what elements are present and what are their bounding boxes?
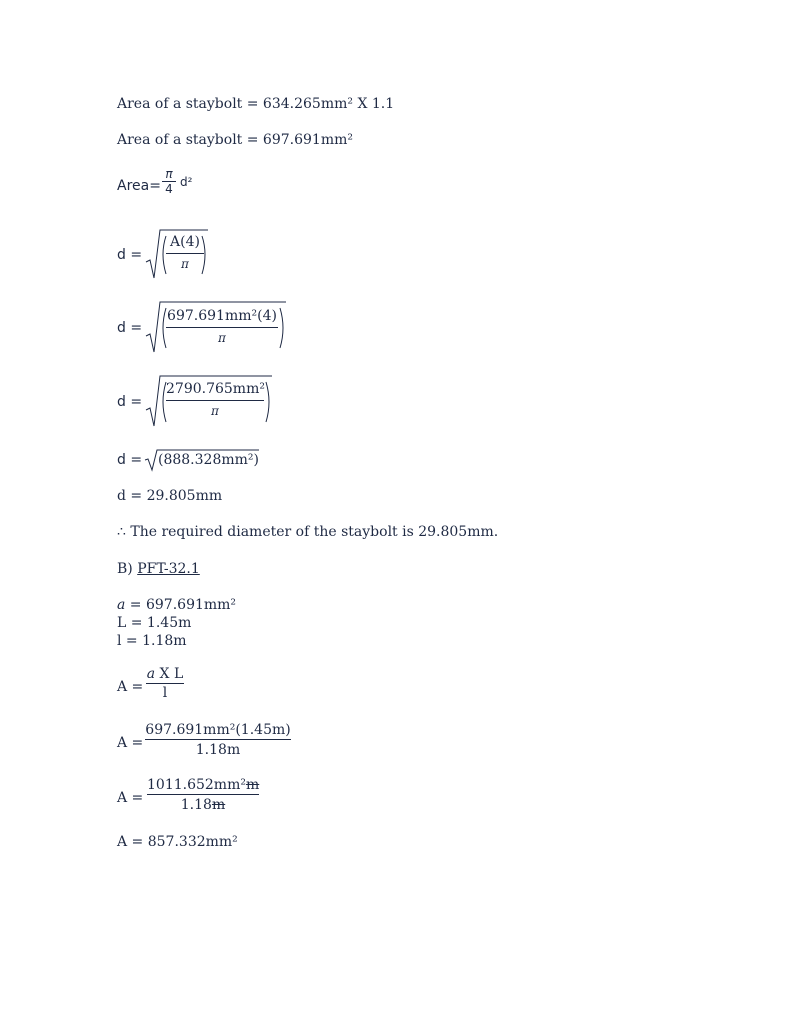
var-a-value: = 697.691mm² <box>125 597 237 613</box>
area-factor-line: Area of a staybolt = 634.265mm² X 1.1 <box>117 96 395 112</box>
d2-denominator: π <box>218 331 226 345</box>
d2-numerator: 697.691mm²(4) <box>167 308 277 324</box>
section-b-prefix: B) <box>117 561 138 577</box>
A3-denominator <box>147 797 259 813</box>
area-formula-fraction <box>162 167 176 196</box>
A1-denominator: l <box>162 685 168 701</box>
d-equals-2: d = <box>117 320 143 336</box>
A2-numerator: 697.691mm²(1.45m) <box>145 722 291 738</box>
area-formula-numerator: π <box>165 167 173 181</box>
A3-numerator-cancelled: m <box>245 777 260 793</box>
A-equals-2: A = <box>117 735 144 751</box>
d3-denominator: π <box>211 404 219 418</box>
A3-denominator-main: 1.18 <box>180 797 212 813</box>
var-a-line <box>117 596 236 614</box>
fraction-bar <box>166 400 264 401</box>
A2-fraction <box>145 722 291 758</box>
d-equals-4: d = <box>117 452 143 468</box>
conclusion-line: ∴ The required diameter of the staybolt is 29.805mm. <box>117 524 499 540</box>
area-formula-denominator: 4 <box>165 182 173 196</box>
var-a-symbol: a <box>117 597 126 613</box>
A2-denominator: 1.18m <box>195 742 241 758</box>
A-final-line: A = 857.332mm² <box>117 834 238 850</box>
A1-fraction <box>146 666 184 701</box>
A3-denominator-cancelled: m <box>211 797 226 813</box>
A3-numerator-main: 1011.652mm² <box>147 777 246 793</box>
fraction-bar <box>166 327 278 328</box>
fraction-bar <box>146 683 184 684</box>
fraction-bar <box>145 739 291 740</box>
d1-fraction <box>166 234 204 271</box>
d3-numerator: 2790.765mm² <box>166 381 265 397</box>
d2-fraction <box>166 308 278 345</box>
fraction-bar <box>147 794 259 795</box>
var-L-line: L = 1.45m <box>117 615 192 631</box>
d4-radicand: (888.328mm²) <box>158 452 259 468</box>
d-equals-3: d = <box>117 394 143 410</box>
section-b-heading <box>117 560 200 578</box>
d1-denominator: π <box>181 257 189 271</box>
area-formula-rhs: d² <box>180 175 193 189</box>
A3-numerator <box>147 777 259 793</box>
d-result-line: d = 29.805mm <box>117 488 223 504</box>
var-l-line: l = 1.18m <box>117 633 187 649</box>
A-equals-1: A = <box>117 679 144 695</box>
fraction-bar <box>166 253 204 254</box>
A1-numerator <box>146 666 184 682</box>
A-equals-3: A = <box>117 790 144 806</box>
section-b-code: PFT-32.1 <box>137 561 200 577</box>
area-formula-label: Area= <box>117 178 161 194</box>
d1-numerator: A(4) <box>170 234 200 250</box>
A1-numerator-rest: X L <box>155 666 184 682</box>
d3-fraction <box>166 381 264 418</box>
A3-fraction <box>147 777 259 813</box>
area-result-line: Area of a staybolt = 697.691mm² <box>117 132 353 148</box>
A1-numerator-a: a <box>146 666 156 682</box>
d-equals-1: d = <box>117 247 143 263</box>
